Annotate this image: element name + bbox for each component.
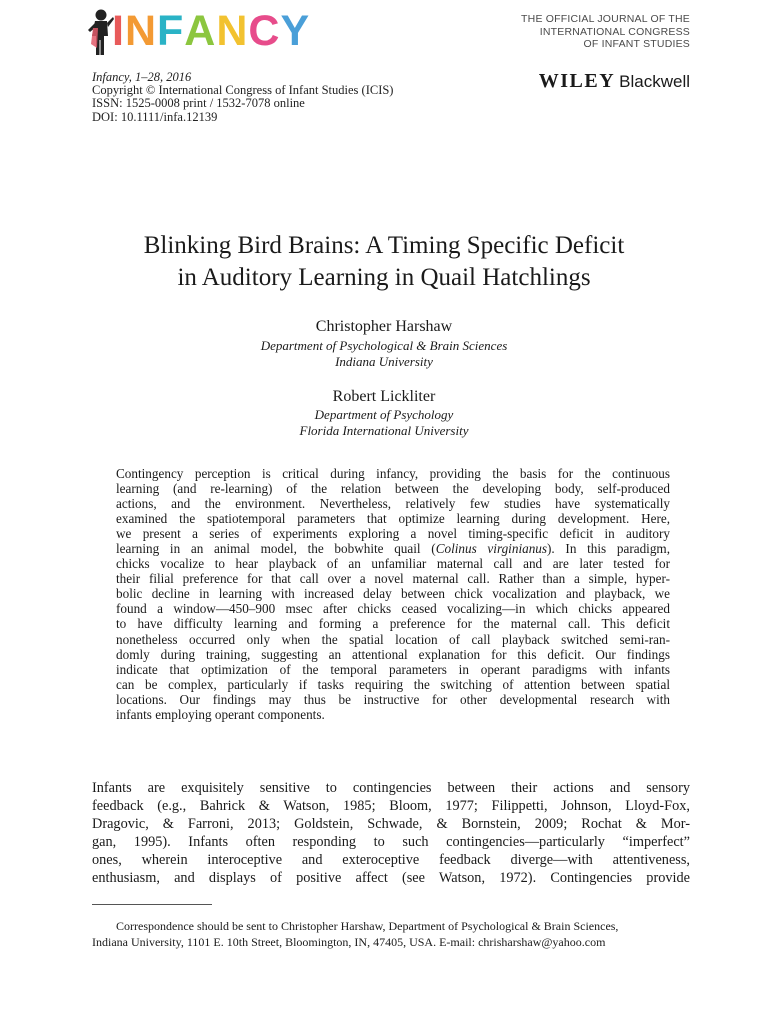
infant-figure-icon xyxy=(88,8,114,58)
publisher-logo xyxy=(539,70,690,93)
logo-letter: N xyxy=(216,7,249,55)
article-title-line: Blinking Bird Brains: A Timing Specific Deficit xyxy=(143,232,625,259)
abstract-text: learning in an animal model, the bobwhite quail ( xyxy=(116,541,436,557)
body-line: feedback (e.g., Bahrick & Watson, 1985; Bloom, 1977; Filippetti, Johnson, Lloyd-Fox, xyxy=(92,798,690,815)
abstract-line-with-species xyxy=(116,541,670,556)
affiliation-institution: Florida International University xyxy=(299,423,469,438)
abstract-line: can be complex, particularly if tasks requiring the switching of attention between spatial xyxy=(116,676,670,692)
abstract-line: chicks vocalize to hear playback of an unfamiliar maternal call and are later tested for xyxy=(116,556,670,572)
logo-letter: Y xyxy=(280,7,311,55)
copyright-line: Copyright © International Congress of Infant Studies (ICIS) xyxy=(92,83,394,98)
body-text xyxy=(92,779,690,888)
logo-letter: A xyxy=(184,7,217,55)
abstract-line: learning (and re-learning) of the relation between the developing body, self-produced xyxy=(116,481,670,497)
abstract-line: their filial preference for that call over a novel maternal call. Rather than a simple, hyper- xyxy=(116,571,670,587)
abstract-line: indicate that optimization of the temporal parameters in operant paradigms with infants xyxy=(116,661,670,677)
footnote-divider xyxy=(92,904,212,905)
abstract-line: actions, and the environment. Nevertheless, relatively few studies have systematically xyxy=(116,496,670,512)
journal-logo-wordmark xyxy=(112,6,310,56)
logo-letter: C xyxy=(248,7,281,55)
journal-tagline-line: INTERNATIONAL CONGRESS xyxy=(539,25,690,38)
logo-letter: F xyxy=(157,7,185,55)
abstract-line: nonetheless occurred only when the spatial location of call playback switched semi-ran- xyxy=(116,631,670,647)
abstract-line: domly during training, suggesting an attentional explanation for this deficit. Our findings xyxy=(116,646,670,662)
body-line: Dragovic, & Farroni, 2013; Goldstein, Schwade, & Bornstein, 2009; Rochat & Mor- xyxy=(92,816,690,833)
article-title xyxy=(0,230,768,294)
logo-letter: N xyxy=(124,7,158,55)
publisher-wiley: WILEY xyxy=(538,70,616,92)
abstract-line: found a window—450–900 msec after chicks ceased vocalizing—in which chicks appeared xyxy=(116,601,670,617)
logo-letter: I xyxy=(112,7,125,55)
affiliation-department: Department of Psychology xyxy=(314,407,454,422)
journal-tagline-line: OF INFANT STUDIES xyxy=(583,38,690,50)
footnote-line: Indiana University, 1101 E. 10th Street, Bloomington, IN, 47405, USA. E-mail: chrisharshaw@yahoo.com xyxy=(92,935,606,949)
species-name: Colinus virginianus xyxy=(435,541,548,557)
affiliation-department: Department of Psychological & Brain Sciences xyxy=(260,338,508,353)
journal-tagline xyxy=(521,13,690,51)
footnote-line: Correspondence should be sent to Christopher Harshaw, Department of Psychological & Brain Sciences, xyxy=(116,919,619,933)
author-affiliation xyxy=(0,338,768,370)
correspondence-footnote xyxy=(92,918,690,950)
issn-line: ISSN: 1525-0008 print / 1532-7078 online xyxy=(92,96,305,111)
publisher-blackwell: Blackwell xyxy=(619,72,690,91)
publication-info xyxy=(92,71,393,124)
abstract-line: we present a series of experiments exploring a novel timing-specific deficit in auditory xyxy=(116,526,670,542)
abstract-line: locations. Our findings may thus be instructive for other developmental research with xyxy=(116,691,670,707)
affiliation-institution: Indiana University xyxy=(335,354,433,369)
abstract xyxy=(116,466,670,722)
journal-citation: Infancy, 1–28, 2016 xyxy=(92,70,192,84)
body-line: ones, wherein interoceptive and exteroceptive feedback diverge—with attentiveness, xyxy=(92,852,690,869)
author-name: Christopher Harshaw xyxy=(315,318,453,335)
body-line: enthusiasm, and displays of positive affect (see Watson, 1972). Contingencies provide xyxy=(92,870,690,887)
abstract-line: to have difficulty learning and forming a preference for the maternal call. This deficit xyxy=(116,616,670,632)
body-line: gan, 1995). Infants often responding to such contingencies—particularly “imperfect” xyxy=(92,834,690,851)
abstract-line: Contingency perception is critical during infancy, providing the basis for the continuous xyxy=(116,466,670,481)
body-line: Infants are exquisitely sensitive to contingencies between their actions and sensory xyxy=(92,780,690,796)
abstract-text: ). In this paradigm, xyxy=(547,541,670,557)
abstract-line: infants employing operant components. xyxy=(116,706,325,722)
abstract-line: examined the spatiotemporal parameters that optimize learning during development. Here, xyxy=(116,511,670,527)
journal-tagline-line: THE OFFICIAL JOURNAL OF THE xyxy=(521,13,690,25)
abstract-line: bolic decline in learning with increased delay between chick vocalization and playback, we xyxy=(116,586,670,602)
article-title-line: in Auditory Learning in Quail Hatchlings xyxy=(177,264,591,291)
doi-line: DOI: 10.1111/infa.12139 xyxy=(92,109,218,124)
author-name: Robert Lickliter xyxy=(332,388,436,405)
author-affiliation xyxy=(0,407,768,439)
